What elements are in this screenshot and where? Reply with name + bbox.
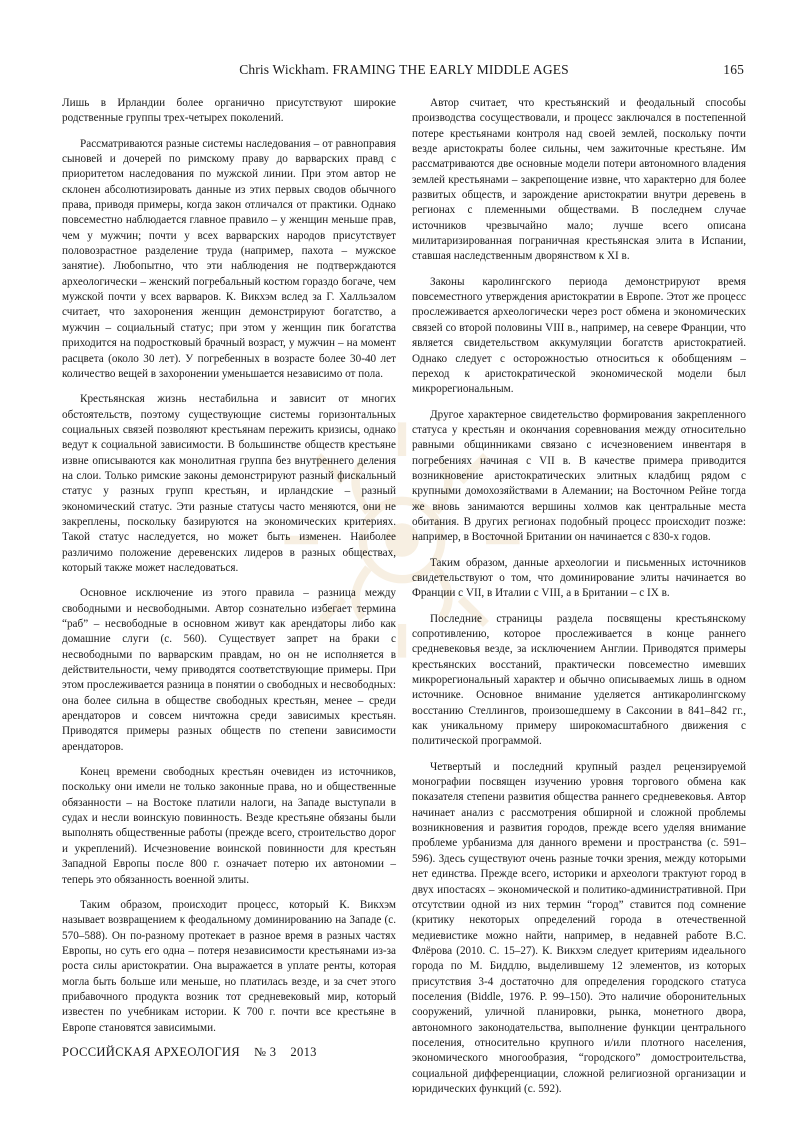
page-number: 165 xyxy=(723,62,744,77)
paragraph: Автор считает, что крестьянский и феодальный способы производства сосуществовали, и процесс заключался в постепенной потере крестьянами контроля над своей землей, поскольку почти везде аристократы более сильны, чем зажиточные крестьяне. Им рассматриваются две основные модели потери автономного владения землей крестьянами – закрепощение извне, что характерно для более развитых обществ, и зарождение аристократии внутри деревень в регионах с племенными обществами. В последнем случае источников чрезвычайно мало; лучше всего описана милитаризированная пограничная крестьянская элита в Испании, ставшая наследственным дворянством к XI в. xyxy=(412,97,746,263)
paragraph: Конец времени свободных крестьян очевиден из источников, поскольку они имели не только законные права, но и общественные обязанности – на Востоке платили налоги, на Западе выступали в судах и несли воинскую повинность. Везде крестьяне обязаны были выполнять общественные работы (прежде всего, строительство дорог и укреплений). Исчезновение воинской повинности для крестьян Западной Европы после 800 г. означает потерю их автономии – теперь это обязанность военной элиты. xyxy=(62,766,396,886)
left-column xyxy=(62,96,396,1046)
paragraph: Другое характерное свидетельство формирования закрепленного статуса у крестьян и окончания соревнования между относительно равными общинниками связано с исчезновением инвентаря в погребениях начиная с VII в. В качестве примера приводится возникновение аристократических элитных кладбищ рядом с крупными домохозяйствами в Алемании; на Восточном Рейне тогда же вновь занимаются вершины холмов как центральные места обитания. В других регионах подобный процесс происходит позже: например, в Восточной Британии он начинается с 830-х годов. xyxy=(412,408,746,544)
footer xyxy=(62,1045,331,1060)
publication-year: 2013 xyxy=(290,1045,317,1059)
paragraph: Рассматриваются разные системы наследования – от равноправия сыновей и дочерей по римскому праву до варварских правд с приоритетом наследования по мужской линии. При этом автор не склонен абсолютизировать данные из этих первых сводов обычного права, приводя примеры, когда закон отличался от практики. Однако повсеместно наблюдается главное правило – у женщин меньше прав, чем у мужчин; почти у всех варварских народов присутствует половозрастное разделение труда (например, пахота – мужское занятие). Любопытно, что эти наблюдения не подтверждаются археологически – женский погребальный костюм гораздо богаче, чем мужской почти у всех варваров. К. Викхэм вслед за Г. Халльзалом считает, что захоронения женщин демонстрируют богатство, а мужчин – социальный статус; при этом у женщин пик богатства приходится на подростковый брачный возраст, у мужчин – на момент расцвета (около 30 лет). У погребенных в возрасте более 30-40 лет количество вещей в захоронении уменьшается независимо от пола. xyxy=(62,137,396,380)
journal-name: РОССИЙСКАЯ АРХЕОЛОГИЯ xyxy=(62,1045,241,1059)
paragraph: Последние страницы раздела посвящены крестьянскому сопротивлению, которое прослеживается в конце раннего средневековья везде, за исключением Англии. Приводятся примеры крестьянских восстаний, практически повсеместно имевших микрорегиональный характер и обычно описываемых лишь в одном источнике. Основное внимание уделяется антикаролингскому восстанию Стеллингов, произошедшему в Саксонии в 841–842 гг., как уникальному примеру широкомасштабного движения с политической программой. xyxy=(412,612,746,748)
paragraph: Законы каролингского периода демонстрируют время повсеместного утверждения аристократии в Европе. Этот же процесс прослеживается археологически через рост обмена и экономических связей со второй половины VIII в., например, на севере Франции, что является свидетельством аккумуляции богатств аристократией. Однако следует с осторожностью относиться к обобщениям – переход к аристократической экономической модели был микрорегиональным. xyxy=(412,275,746,396)
paragraph: Лишь в Ирландии более органично присутствуют широкие родственные группы трех-четырех поколений. xyxy=(62,97,396,125)
paragraph: Таким образом, происходит процесс, который К. Викхэм называет возвращением к феодальному доминированию на Западе (с. 570–588). Он по-разному протекает в разное время в разных частях Европы, но суть его одна – потеря независимости крестьянами из-за роста силы аристократии. Она выражается в уплате ренты, которая могла быть больше или меньше, но платилась везде, и за счет этого прибавочного продукта возник тот средневековый мир, который известен по учебникам истории. К 700 г. почти все крестьяне в Европе становятся зависимыми. xyxy=(62,898,396,1034)
paragraph: Четвертый и последний крупный раздел рецензируемой монографии посвящен изучению уровня торгового обмена как показателя степени развития общества раннего средневековья. Автор начинает анализ с рассмотрения обширной и сложной проблемы возникновения и развития городов, прежде всего уделяя внимание проблеме урбанизма для данного времени и пространства (с. 591–596). Здесь существуют очень разные точки зрения, между которыми нет единства. Прежде всего, историки и археологи трактуют город в двух ипостасях – экономической и политико-административной. При отсутствии одной из них термин “город” ставится под сомнение (критику некоторых определений города в отечественной медиевистике можно найти, например, в недавней работе В.С. Флёрова (2010. С. 15–27). К. Викхэм следует критериям идеального города по М. Биддлю, выделившему 12 элементов, из которых присутствия 3-4 достаточно для определения городского статуса поселения (Biddle, 1976. P. 99–150). Это наличие оборонительных сооружений, уличной планировки, рынка, монетного двора, автономного законодательства, выполнение функции центрального поселения, относительно крупного и/или плотного населения, экономического многообразия, “городского” домостроительства, социальной дифференциации, сложной религиозной организации и юридических функций (с. 592). xyxy=(412,760,746,1095)
issue-number: № 3 xyxy=(254,1045,277,1059)
running-head-title: Chris Wickham. FRAMING THE EARLY MIDDLE AGES xyxy=(239,62,569,77)
paragraph: Таким образом, данные археологии и письменных источников свидетельствуют о том, что доминирование элиты начинается во Франции с VII, в Италии с VIII, а в Британии – с IX в. xyxy=(412,556,746,600)
paragraph: Крестьянская жизнь нестабильна и зависит от многих обстоятельств, поэтому существующие системы горизонтальных социальных связей позволяют крестьянам пережить кризисы, однако ведут к социальной зависимости. В большинстве обществ крестьяне извне описываются как монолитная группа без внутреннего деления на слои. Только римские законы демонстрируют разный фискальный статус у разных групп крестьян, и ирландские – разный экономический статус. Эти разные статусы часто меняются, они не закреплены, поскольку базируются на экономических критериях. Такой статус наследуется, но может быть изменен. Наиболее различимо положение деревенских лидеров в разных обществах, который также может наследоваться. xyxy=(62,393,396,574)
running-head xyxy=(0,62,808,82)
right-column xyxy=(412,96,746,1107)
paragraph: Основное исключение из этого правила – разница между свободными и несвободными. Автор сознательно избегает термина “раб” – несвободные в основном живут как арендаторы либо как домашние слуги (с. 560). Существует запрет на браки с несвободными по варварским правдам, но он не исполняется в действительности, чему приводятся соответствующие примеры. При этом прослеживается разница в понятии о свободных и несвободных: она более сильна в обществе свободных крестьян, менее – среди арендаторов и совсем ничтожна среди зависимых крестьян. Приводятся примеры разных обществ по степени зависимости арендаторов. xyxy=(62,587,396,753)
